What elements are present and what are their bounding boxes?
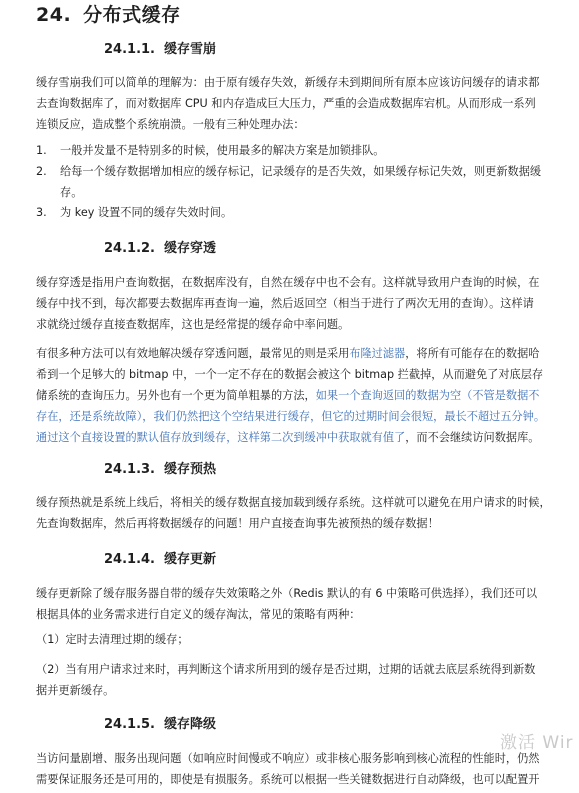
section-number: 24.1.5. (104, 717, 155, 732)
list-item (36, 629, 576, 650)
section-title: 缓存更新 (164, 552, 217, 567)
section-title: 缓存降级 (164, 717, 217, 732)
chapter-number: 24. (36, 4, 72, 26)
text-line: 根据具体的业务需求进行自定义的缓存淘汰，常见的策略有两种： (36, 608, 361, 621)
bloom-filter-link[interactable]: 布隆过滤器 (349, 347, 406, 360)
list-number: 1. (36, 144, 47, 157)
text-line: 储系统的查询压力。另外也有一个更为简单粗暴的方法， (36, 389, 316, 402)
list-text: 存。 (60, 186, 83, 199)
section-heading-3 (104, 458, 216, 477)
paragraph (36, 492, 576, 534)
section-number: 24.1.3. (104, 462, 155, 477)
paragraph (36, 272, 576, 335)
highlight-link[interactable]: 如果一个查询返回的数据为空（不管是数据不 (315, 389, 540, 402)
list-item (36, 140, 576, 161)
text-line: 需要保证服务还是可用的，即使是有损服务。系统可以根据一些关键数据进行自动降级，也可以配置开 (36, 773, 540, 786)
text-line: 连锁反应，造成整个系统崩溃。一般有三种处理办法： (36, 118, 305, 131)
list-number: 2. (36, 165, 47, 178)
list-item (36, 659, 576, 701)
section-title: 缓存雪崩 (164, 42, 217, 57)
highlight-link[interactable]: 存在，还是系统故障），我们仍然把这个空结果进行缓存，但它的过期时间会很短，最长不超过五分钟。 (36, 410, 546, 423)
paragraph (36, 583, 576, 625)
text-line: 据并更新缓存。 (36, 684, 115, 697)
text-line: 缓存中找不到，每次都要去数据库再查询一遍，然后返回空（相当于进行了两次无用的查询）。这样请 (36, 297, 534, 310)
list-text: 为 key 设置不同的缓存失效时间。 (60, 206, 233, 219)
text-line: 有很多种方法可以有效地解决缓存穿透问题，最常见的则是采用 (36, 347, 350, 360)
section-heading-1 (104, 38, 216, 57)
text-line: 希到一个足够大的 bitmap 中，一个一定不存在的数据会被这个 bitmap 拦截掉，从而避免了对底层存 (36, 368, 544, 381)
activation-watermark: 激活 Wir (500, 733, 574, 753)
chapter-title: 分布式缓存 (83, 4, 181, 26)
text-line: 缓存穿透是指用户查询数据，在数据库没有，自然在缓存中也不会有。这样就导致用户查询的时候，在 (36, 276, 540, 289)
text-line: 当访问量剧增、服务出现问题（如响应时间慢或不响应）或非核心服务影响到核心流程的性能时，仍然 (36, 752, 540, 765)
section-number: 24.1.2. (104, 241, 155, 256)
list-item (36, 202, 576, 223)
section-title: 缓存预热 (164, 462, 217, 477)
paragraph (36, 72, 576, 135)
section-heading-4 (104, 548, 216, 567)
list-text: 一般并发量不是特别多的时候，使用最多的解决方案是加锁排队。 (60, 144, 385, 157)
highlight-link[interactable]: 通过这个直接设置的默认值存放到缓存，这样第二次到缓冲中获取就有值了 (36, 431, 406, 444)
text-line: 缓存更新除了缓存服务器自带的缓存失效策略之外（Redis 默认的有 6 中策略可供选择），我们还可以 (36, 587, 538, 600)
section-title: 缓存穿透 (164, 241, 217, 256)
text-line: ，将所有可能存在的数据哈 (405, 347, 540, 360)
list-item (36, 161, 576, 203)
paragraph (36, 343, 576, 448)
text-line: 缓存预热就是系统上线后，将相关的缓存数据直接加载到缓存系统。这样就可以避免在用户请求的时候， (36, 496, 551, 509)
text-line: （1）定时去清理过期的缓存； (36, 633, 189, 646)
section-number: 24.1.4. (104, 552, 155, 567)
section-number: 24.1.1. (104, 42, 155, 57)
section-heading-5 (104, 713, 216, 732)
text-line: ，而不会继续访问数据库。 (405, 431, 540, 444)
chapter-heading (36, 0, 181, 27)
list-text: 给每一个缓存数据增加相应的缓存标记，记录缓存的是否失效，如果缓存标记失效，则更新数据缓 (60, 165, 542, 178)
text-line: 去查询数据库了，而对数据库 CPU 和内存造成巨大压力，严重的会造成数据库宕机。从而形成一系列 (36, 97, 536, 110)
text-line: 求就绕过缓存直接查数据库，这也是经常提的缓存命中率问题。 (36, 318, 350, 331)
list-number: 3. (36, 206, 47, 219)
text-line: 缓存雪崩我们可以简单的理解为：由于原有缓存失效，新缓存未到期间所有原本应该访问缓存的请求都 (36, 76, 540, 89)
text-line: （2）当有用户请求过来时，再判断这个请求所用到的缓存是否过期，过期的话就去底层系统得到新数 (36, 663, 536, 676)
text-line: 先查询数据库，然后再将数据缓存的问题！用户直接查询事先被预热的缓存数据！ (36, 517, 439, 530)
section-heading-2 (104, 237, 216, 256)
